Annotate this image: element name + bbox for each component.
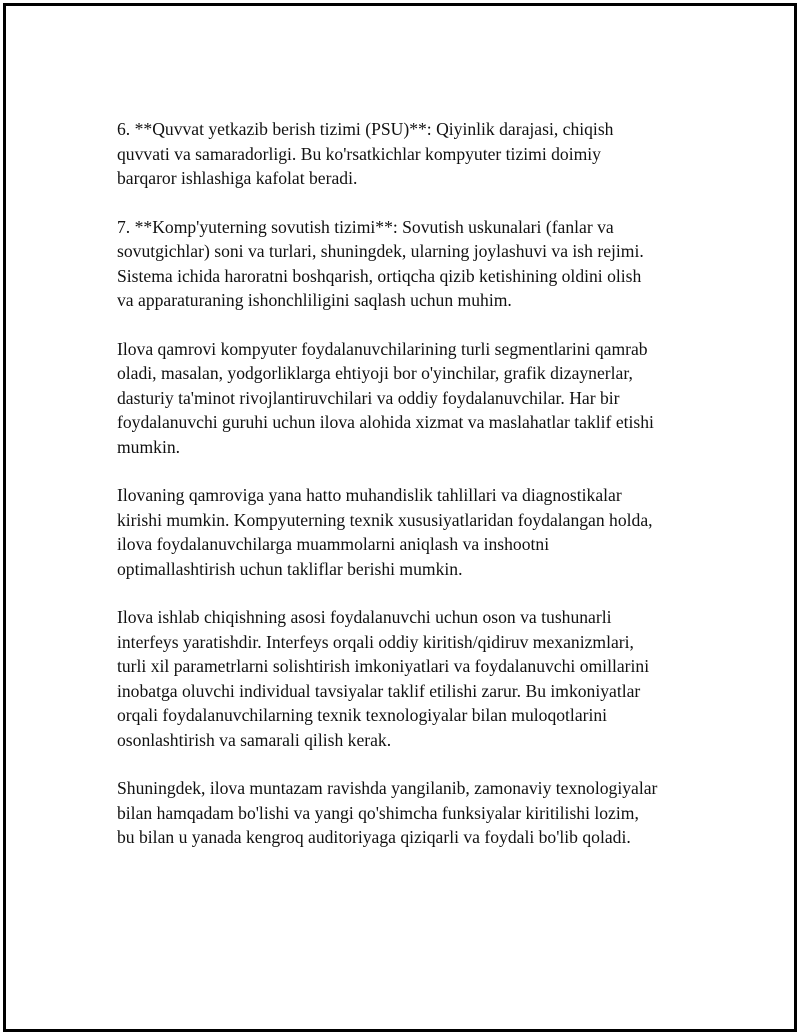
document-body — [117, 117, 697, 874]
paragraph-diagnostics: Ilovaning qamroviga yana hatto muhandislik tahlillari va diagnostikalar kirishi mumkin. Kompyuterning texnik xususiyatlaridan foydalangan holda, ilova foydalanuvchilarga muammolarni aniqlash va inshootni optimallashtirish uchun takliflar berishi mumkin. — [117, 485, 653, 579]
paragraph-updates: Shuningdek, ilova muntazam ravishda yangilanib, zamonaviy texnologiyalar bilan hamqadam bo'lishi va yangi qo'shimcha funksiyalar kiritilishi lozim, bu bilan u yanada kengroq auditoriyaga qiziqarli va foydali bo'lib qoladi. — [117, 778, 658, 847]
paragraph-scope: Ilova qamrovi kompyuter foydalanuvchilarining turli segmentlarini qamrab oladi, masalan, yodgorliklarga ehtiyoji bor o'yinchilar, grafik dizaynerlar, dasturiy ta'minot rivojlantiruvchilari va oddiy foydalanuvchilar. Har bir foydalanuvchi guruhi uchun ilova alohida xizmat va maslahatlar taklif etishi mumkin. — [117, 338, 654, 457]
paragraph-cooling: 7. **Komp'yuterning sovutish tizimi**: Sovutish uskunalari (fanlar va sovutgichlar) soni va turlari, shuningdek, ularning joylashuvi va ish rejimi. Sistema ichida haroratni boshqarish, ortiqcha qizib ketishining oldini olish va apparaturaning ishonchliligini saqlash uchun muhim. — [117, 216, 644, 310]
paragraph-psu: 6. **Quvvat yetkazib berish tizimi (PSU)**: Qiyinlik darajasi, chiqish quvvati va samaradorligi. Bu ko'rsatkichlar kompyuter tizimi doimiy barqaror ishlashiga kafolat beradi. — [117, 119, 614, 188]
paragraph-interface: Ilova ishlab chiqishning asosi foydalanuvchi uchun oson va tushunarli interfeys yaratishdir. Interfeys orqali oddiy kiritish/qidiruv mexanizmlari, turli xil parametrlarni solishtirish imkoniyatlari va foydalanuvchi omillarini inobatga oluvchi individual tavsiyalar taklif etilishi zarur. Bu imkoniyatlar orqali foydalanuvchilarning texnik texnologiyalar bilan muloqotlarini osonlashtirish va samarali qilish kerak. — [117, 607, 650, 750]
